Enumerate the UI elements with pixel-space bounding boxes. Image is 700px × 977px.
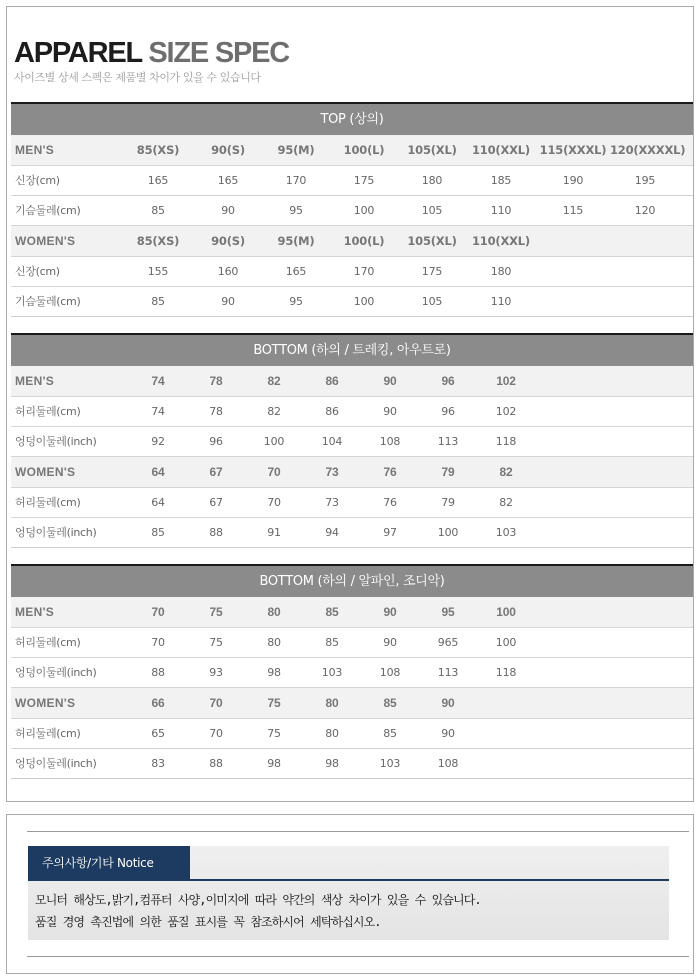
divider bbox=[190, 879, 669, 881]
table-cell: 175 bbox=[353, 174, 375, 187]
table-cell: 82 bbox=[499, 465, 513, 479]
table-cell: 78 bbox=[209, 405, 223, 418]
table-cell: 103 bbox=[321, 666, 343, 679]
page-subtitle: 사이즈별 상세 스펙은 제품별 차이가 있을 수 있습니다 bbox=[14, 71, 261, 84]
table-cell: 90 bbox=[383, 374, 397, 388]
table-cell: 85 bbox=[151, 526, 165, 539]
table-cell: 115 bbox=[562, 204, 584, 217]
table-cell: 70 bbox=[151, 605, 165, 619]
title-apparel: APPAREL bbox=[14, 37, 142, 69]
table-cell: 100 bbox=[496, 605, 516, 619]
row-label: 엉덩이둘레(inch) bbox=[15, 757, 97, 770]
table-cell: 67 bbox=[209, 496, 223, 509]
row-label: MEN'S bbox=[15, 143, 55, 157]
table-cell: 108 bbox=[379, 666, 401, 679]
table-cell: 79 bbox=[441, 465, 455, 479]
table-cell: 90(S) bbox=[211, 234, 245, 248]
table-cell: 82 bbox=[267, 374, 281, 388]
table-cell: 75 bbox=[267, 696, 281, 710]
table-row bbox=[11, 287, 693, 317]
table-cell: 110(XXL) bbox=[472, 143, 530, 157]
table-cell: 95 bbox=[289, 295, 303, 308]
table-cell: 195 bbox=[634, 174, 656, 187]
row-label: WOMEN'S bbox=[15, 696, 76, 710]
table-header-row bbox=[11, 688, 693, 719]
table-cell: 103 bbox=[495, 526, 517, 539]
table-cell: 110(XXL) bbox=[472, 234, 530, 248]
table-cell: 98 bbox=[267, 666, 281, 679]
title-size-spec: SIZE SPEC bbox=[148, 37, 290, 69]
table-cell: 85(XS) bbox=[136, 143, 180, 157]
notice-line: 모니터 해상도,밝기,컴퓨터 사양,이미지에 따라 약간의 색상 차이가 있을 수 있습니다. bbox=[35, 893, 481, 907]
table-cell: 165 bbox=[217, 174, 239, 187]
section-heading: BOTTOM (하의 / 트레킹, 아우트로) bbox=[11, 333, 693, 366]
table-header-row bbox=[11, 597, 693, 628]
table-cell: 85 bbox=[325, 605, 339, 619]
table-cell: 170 bbox=[353, 265, 375, 278]
table-cell: 100(L) bbox=[343, 234, 385, 248]
table-header-row bbox=[11, 135, 693, 166]
table-cell: 74 bbox=[151, 374, 165, 388]
table-cell: 120(XXXXL) bbox=[610, 143, 686, 157]
table-cell: 80 bbox=[267, 636, 281, 649]
table-cell: 85 bbox=[325, 636, 339, 649]
table-row bbox=[11, 397, 693, 427]
table-cell: 90 bbox=[221, 295, 235, 308]
table-cell: 75 bbox=[209, 636, 223, 649]
table-header-row bbox=[11, 457, 693, 488]
table-cell: 105(XL) bbox=[407, 234, 457, 248]
table-cell: 105(XL) bbox=[407, 143, 457, 157]
table-cell: 64 bbox=[151, 465, 165, 479]
table-cell: 85 bbox=[383, 727, 397, 740]
page-title bbox=[14, 37, 289, 70]
table-cell: 160 bbox=[217, 265, 239, 278]
table-row bbox=[11, 658, 693, 688]
table-cell: 82 bbox=[499, 496, 513, 509]
table-cell: 165 bbox=[147, 174, 169, 187]
table-cell: 180 bbox=[490, 265, 512, 278]
table-cell: 105 bbox=[421, 204, 443, 217]
table-cell: 165 bbox=[285, 265, 307, 278]
table-cell: 102 bbox=[496, 374, 516, 388]
table-row bbox=[11, 749, 693, 779]
table-cell: 73 bbox=[325, 496, 339, 509]
table-row bbox=[11, 488, 693, 518]
table-cell: 70 bbox=[151, 636, 165, 649]
table-cell: 85 bbox=[151, 295, 165, 308]
table-cell: 115(XXXL) bbox=[539, 143, 607, 157]
table-cell: 100 bbox=[495, 636, 517, 649]
table-cell: 70 bbox=[209, 727, 223, 740]
table-cell: 65 bbox=[151, 727, 165, 740]
size-spec-panel bbox=[6, 6, 694, 802]
row-label: 허리둘레(cm) bbox=[15, 496, 81, 509]
row-label: 엉덩이둘레(inch) bbox=[15, 666, 97, 679]
table-cell: 96 bbox=[441, 405, 455, 418]
section-heading: BOTTOM (하의 / 알파인, 조디악) bbox=[11, 564, 693, 597]
table-cell: 120 bbox=[634, 204, 656, 217]
table-cell: 175 bbox=[421, 265, 443, 278]
table-cell: 105 bbox=[421, 295, 443, 308]
row-label: 기슴둘레(cm) bbox=[15, 204, 81, 217]
table-cell: 95(M) bbox=[277, 234, 315, 248]
table-cell: 90 bbox=[383, 405, 397, 418]
table-cell: 88 bbox=[151, 666, 165, 679]
table-row bbox=[11, 427, 693, 457]
table-cell: 100 bbox=[353, 295, 375, 308]
row-label: 엉덩이둘레(inch) bbox=[15, 526, 97, 539]
table-cell: 73 bbox=[325, 465, 339, 479]
table-cell: 70 bbox=[209, 696, 223, 710]
row-label: 허리둘레(cm) bbox=[15, 405, 81, 418]
row-label: 엉덩이둘레(inch) bbox=[15, 435, 97, 448]
notice-tab: 주의사항/기타 Notice bbox=[28, 846, 190, 881]
row-label: MEN'S bbox=[15, 374, 55, 388]
table-cell: 80 bbox=[325, 696, 339, 710]
table-cell: 108 bbox=[437, 757, 459, 770]
table-cell: 86 bbox=[325, 405, 339, 418]
table-cell: 90(S) bbox=[211, 143, 245, 157]
table-cell: 70 bbox=[267, 496, 281, 509]
table-cell: 113 bbox=[437, 435, 459, 448]
row-label: MEN'S bbox=[15, 605, 55, 619]
table-cell: 91 bbox=[267, 526, 281, 539]
table-cell: 100 bbox=[263, 435, 285, 448]
table-cell: 100(L) bbox=[343, 143, 385, 157]
table-cell: 96 bbox=[441, 374, 455, 388]
table-cell: 98 bbox=[267, 757, 281, 770]
table-cell: 90 bbox=[441, 696, 455, 710]
table-cell: 110 bbox=[490, 204, 512, 217]
table-cell: 95(M) bbox=[277, 143, 315, 157]
table-cell: 80 bbox=[267, 605, 281, 619]
table-cell: 104 bbox=[321, 435, 343, 448]
table-cell: 155 bbox=[147, 265, 169, 278]
table-cell: 76 bbox=[383, 465, 397, 479]
table-cell: 100 bbox=[437, 526, 459, 539]
table-cell: 83 bbox=[151, 757, 165, 770]
table-cell: 75 bbox=[267, 727, 281, 740]
notice-line: 품질 경영 촉진법에 의한 품질 표시를 꼭 참조하시어 세탁하십시오. bbox=[35, 915, 381, 929]
table-cell: 180 bbox=[421, 174, 443, 187]
table-cell: 80 bbox=[325, 727, 339, 740]
divider bbox=[27, 831, 689, 832]
table-cell: 85 bbox=[383, 696, 397, 710]
notice-panel bbox=[6, 814, 694, 974]
table-cell: 64 bbox=[151, 496, 165, 509]
row-label: 신장(cm) bbox=[15, 174, 60, 187]
table-row bbox=[11, 257, 693, 287]
table-row bbox=[11, 166, 693, 196]
table-cell: 110 bbox=[490, 295, 512, 308]
row-label: 허리둘레(cm) bbox=[15, 727, 81, 740]
section-bottom-trekking bbox=[11, 333, 693, 548]
table-cell: 108 bbox=[379, 435, 401, 448]
size-table bbox=[11, 135, 693, 317]
divider bbox=[27, 956, 689, 957]
section-top bbox=[11, 102, 693, 317]
row-label: WOMEN'S bbox=[15, 465, 76, 479]
table-cell: 86 bbox=[325, 374, 339, 388]
table-cell: 88 bbox=[209, 526, 223, 539]
table-row bbox=[11, 518, 693, 548]
table-cell: 78 bbox=[209, 374, 223, 388]
table-cell: 74 bbox=[151, 405, 165, 418]
table-cell: 67 bbox=[209, 465, 223, 479]
table-cell: 85(XS) bbox=[136, 234, 180, 248]
table-cell: 102 bbox=[495, 405, 517, 418]
table-cell: 118 bbox=[495, 435, 517, 448]
table-cell: 113 bbox=[437, 666, 459, 679]
table-cell: 98 bbox=[325, 757, 339, 770]
table-cell: 90 bbox=[383, 605, 397, 619]
size-table bbox=[11, 366, 693, 548]
table-cell: 170 bbox=[285, 174, 307, 187]
table-cell: 185 bbox=[490, 174, 512, 187]
table-cell: 66 bbox=[151, 696, 165, 710]
table-cell: 100 bbox=[353, 204, 375, 217]
table-row bbox=[11, 719, 693, 749]
table-cell: 79 bbox=[441, 496, 455, 509]
table-row bbox=[11, 196, 693, 226]
table-header-row bbox=[11, 226, 693, 257]
table-cell: 97 bbox=[383, 526, 397, 539]
section-bottom-alpine bbox=[11, 564, 693, 779]
table-cell: 92 bbox=[151, 435, 165, 448]
table-cell: 93 bbox=[209, 666, 223, 679]
table-cell: 95 bbox=[289, 204, 303, 217]
table-cell: 103 bbox=[379, 757, 401, 770]
table-cell: 75 bbox=[209, 605, 223, 619]
table-cell: 95 bbox=[441, 605, 455, 619]
table-cell: 96 bbox=[209, 435, 223, 448]
row-label: 허리둘레(cm) bbox=[15, 636, 81, 649]
table-cell: 76 bbox=[383, 496, 397, 509]
section-heading: TOP (상의) bbox=[11, 102, 693, 135]
table-row bbox=[11, 628, 693, 658]
table-cell: 90 bbox=[441, 727, 455, 740]
size-table bbox=[11, 597, 693, 779]
table-cell: 90 bbox=[221, 204, 235, 217]
table-cell: 118 bbox=[495, 666, 517, 679]
notice-text bbox=[35, 889, 481, 933]
table-cell: 70 bbox=[267, 465, 281, 479]
table-header-row bbox=[11, 366, 693, 397]
row-label: 기슴둘레(cm) bbox=[15, 295, 81, 308]
table-cell: 82 bbox=[267, 405, 281, 418]
row-label: 신장(cm) bbox=[15, 265, 60, 278]
table-cell: 965 bbox=[437, 636, 459, 649]
table-cell: 94 bbox=[325, 526, 339, 539]
table-cell: 90 bbox=[383, 636, 397, 649]
table-cell: 190 bbox=[562, 174, 584, 187]
table-cell: 88 bbox=[209, 757, 223, 770]
row-label: WOMEN'S bbox=[15, 234, 76, 248]
table-cell: 85 bbox=[151, 204, 165, 217]
